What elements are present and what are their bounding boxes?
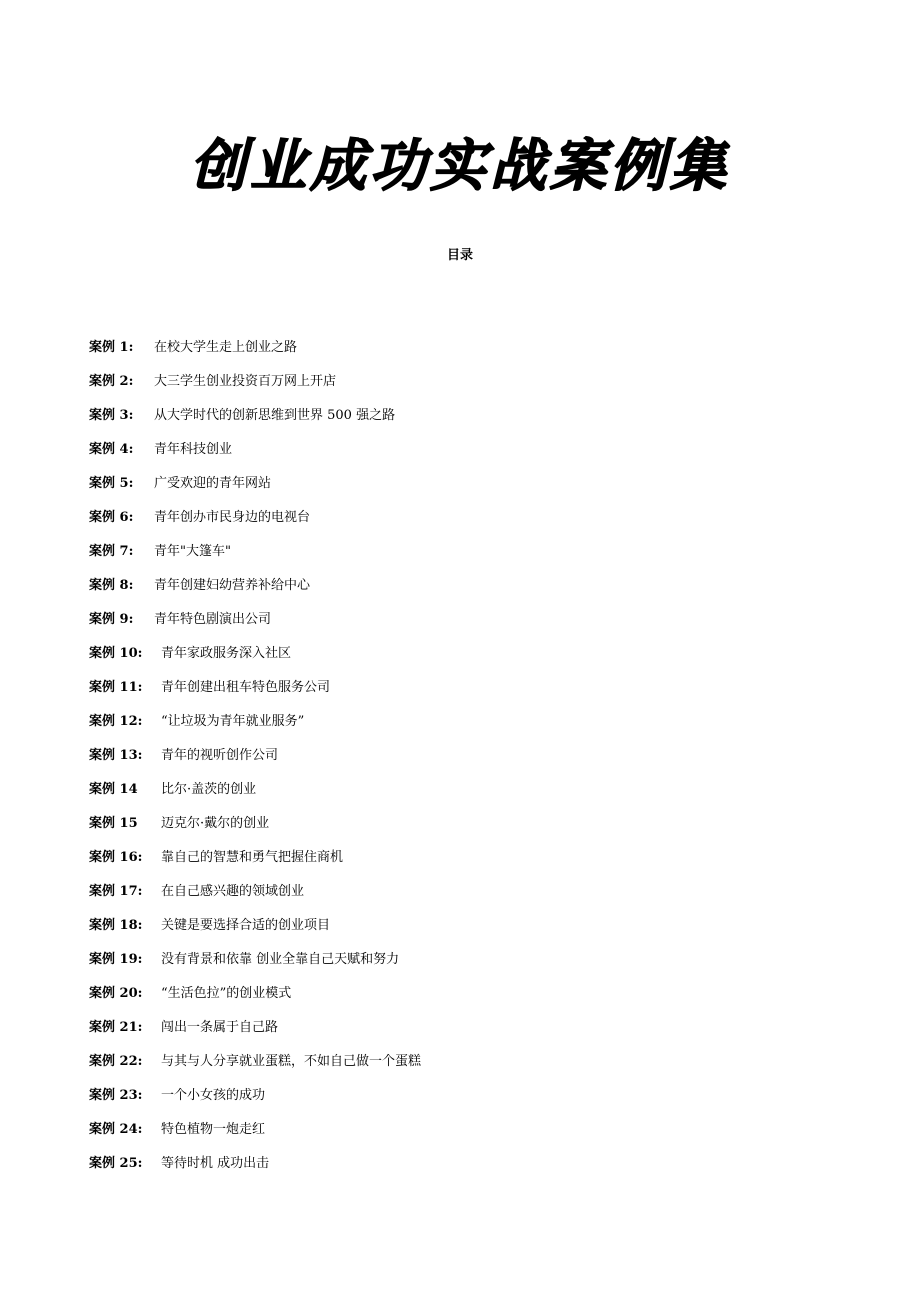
toc-item-text: 靠自己的智慧和勇气把握住商机 [161,850,344,865]
toc-item-text: 等待时机 成功出击 [161,1156,270,1171]
toc-item-label: 案例 10: [89,646,143,661]
toc-item [89,1052,849,1086]
toc-item [89,916,849,950]
toc-item-text: “让垃圾为青年就业服务” [161,714,305,729]
toc-item-label: 案例 25: [89,1156,143,1171]
toc-item-label: 案例 7: [89,544,134,559]
toc-item-label: 案例 14 [89,782,138,797]
toc-item [89,440,849,474]
toc-item-label: 案例 24: [89,1122,143,1137]
toc-item-label: 案例 12: [89,714,143,729]
toc-item-text: 在校大学生走上创业之路 [154,340,298,355]
toc-item [89,1086,849,1120]
toc-item-label: 案例 9: [89,612,134,627]
toc-item-label: 案例 16: [89,850,143,865]
toc-item-text: 闯出一条属于自己路 [161,1020,279,1035]
toc-item-text: 比尔·盖茨的创业 [161,782,257,797]
toc-item-label: 案例 3: [89,408,134,423]
toc-item-label: 案例 23: [89,1088,143,1103]
toc-item-label: 案例 15 [89,816,138,831]
toc-item [89,338,849,372]
toc-item [89,1154,849,1188]
toc-item [89,746,849,780]
toc-item [89,576,849,610]
toc-item-text: 青年创建妇幼营养补给中心 [154,578,311,593]
toc-item [89,1018,849,1052]
toc-item [89,678,849,712]
toc-item-label: 案例 17: [89,884,143,899]
toc-item-label: 案例 13: [89,748,143,763]
toc-item [89,712,849,746]
toc-item [89,610,849,644]
toc-item [89,848,849,882]
toc-item-text: 与其与人分享就业蛋糕，不如自己做一个蛋糕 [161,1054,422,1069]
toc-heading: 目录 [446,248,473,263]
toc-item-text: 没有背景和依靠 创业全靠自己天赋和努力 [161,952,400,967]
toc-item-label: 案例 22: [89,1054,143,1069]
toc-item [89,780,849,814]
toc-item-text: “生活色拉”的创业模式 [161,986,292,1001]
toc-item [89,406,849,440]
toc-item-text: 在自己感兴趣的领域创业 [161,884,305,899]
toc-item-text: 青年家政服务深入社区 [161,646,292,661]
toc-item-label: 案例 11: [89,680,143,695]
toc-item [89,372,849,406]
toc-item [89,474,849,508]
toc-item-text: 迈克尔·戴尔的创业 [161,816,270,831]
toc-item-label: 案例 5: [89,476,134,491]
toc-item-label: 案例 19: [89,952,143,967]
toc-item [89,644,849,678]
toc-item-text: 青年科技创业 [154,442,233,457]
toc-item-label: 案例 6: [89,510,134,525]
toc-item-label: 案例 2: [89,374,134,389]
toc-item [89,508,849,542]
toc-item-label: 案例 1: [89,340,134,355]
toc-item-text: 青年的视听创作公司 [161,748,279,763]
toc-item-text: 青年创办市民身边的电视台 [154,510,311,525]
toc-item-text: 特色植物一炮走红 [161,1122,266,1137]
table-of-contents [89,338,849,1188]
toc-item-text: 大三学生创业投资百万网上开店 [154,374,337,389]
toc-item-text: 一个小女孩的成功 [161,1088,266,1103]
toc-item-label: 案例 18: [89,918,143,933]
toc-item-text: 广受欢迎的青年网站 [154,476,272,491]
toc-item-label: 案例 4: [89,442,134,457]
toc-item-text: 从大学时代的创新思维到世界 500 强之路 [154,408,396,423]
document-title: 创业成功实战案例集 [190,133,730,199]
toc-item [89,950,849,984]
toc-item-text: 青年"大篷车" [154,544,231,559]
toc-item [89,542,849,576]
toc-item-text: 青年创建出租车特色服务公司 [161,680,331,695]
toc-item [89,882,849,916]
toc-item [89,984,849,1018]
toc-item [89,814,849,848]
toc-item-label: 案例 21: [89,1020,143,1035]
toc-item-label: 案例 8: [89,578,134,593]
toc-item [89,1120,849,1154]
toc-item-text: 青年特色剧演出公司 [154,612,272,627]
toc-item-label: 案例 20: [89,986,143,1001]
toc-item-text: 关键是要选择合适的创业项目 [161,918,331,933]
